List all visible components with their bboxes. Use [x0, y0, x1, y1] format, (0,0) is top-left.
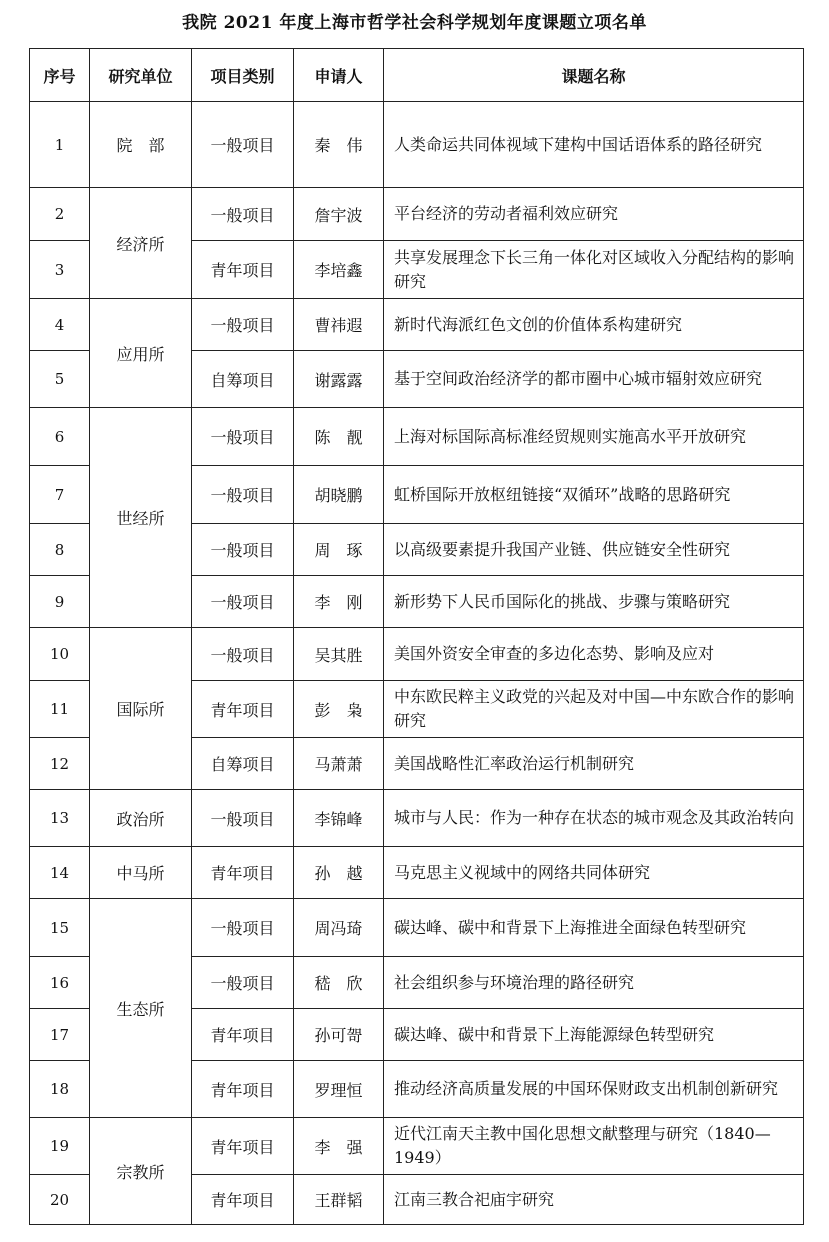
applicant-cell: 李锦峰 [294, 790, 384, 847]
applicant-cell: 周冯琦 [294, 899, 384, 957]
type-cell: 青年项目 [192, 241, 294, 299]
row-no: 3 [30, 241, 90, 299]
row-no: 7 [30, 466, 90, 524]
type-cell: 一般项目 [192, 299, 294, 351]
type-cell: 一般项目 [192, 790, 294, 847]
type-cell: 一般项目 [192, 102, 294, 188]
applicant-cell: 孙可哿 [294, 1009, 384, 1061]
type-cell: 一般项目 [192, 524, 294, 576]
type-cell: 一般项目 [192, 408, 294, 466]
row-no: 12 [30, 738, 90, 790]
topic-cell: 新时代海派红色文创的价值体系构建研究 [384, 299, 804, 351]
header-no: 序号 [30, 49, 90, 102]
unit-cell: 中马所 [90, 847, 192, 899]
type-cell: 一般项目 [192, 466, 294, 524]
topic-cell: 以高级要素提升我国产业链、供应链安全性研究 [384, 524, 804, 576]
type-cell: 青年项目 [192, 1175, 294, 1225]
applicant-cell: 王群韬 [294, 1175, 384, 1225]
row-no: 10 [30, 628, 90, 681]
applicant-cell: 曹祎遐 [294, 299, 384, 351]
type-cell: 一般项目 [192, 628, 294, 681]
topic-cell: 新形势下人民币国际化的挑战、步骤与策略研究 [384, 576, 804, 628]
unit-cell: 政治所 [90, 790, 192, 847]
row-no: 17 [30, 1009, 90, 1061]
topic-cell: 中东欧民粹主义政党的兴起及对中国—中东欧合作的影响研究 [384, 681, 804, 738]
topic-cell: 江南三教合祀庙宇研究 [384, 1175, 804, 1225]
type-cell: 一般项目 [192, 899, 294, 957]
header-type: 项目类别 [192, 49, 294, 102]
unit-cell: 院 部 [90, 102, 192, 188]
topic-cell: 美国战略性汇率政治运行机制研究 [384, 738, 804, 790]
type-cell: 青年项目 [192, 1009, 294, 1061]
applicant-cell: 陈 靓 [294, 408, 384, 466]
unit-cell: 生态所 [90, 899, 192, 1118]
row-no: 5 [30, 351, 90, 408]
type-cell: 自筹项目 [192, 351, 294, 408]
type-cell: 自筹项目 [192, 738, 294, 790]
table-row [30, 188, 804, 241]
project-table [29, 48, 804, 1225]
type-cell: 一般项目 [192, 957, 294, 1009]
applicant-cell: 彭 枭 [294, 681, 384, 738]
topic-cell: 城市与人民：作为一种存在状态的城市观念及其政治转向 [384, 790, 804, 847]
topic-cell: 社会组织参与环境治理的路径研究 [384, 957, 804, 1009]
topic-cell: 上海对标国际高标准经贸规则实施高水平开放研究 [384, 408, 804, 466]
type-cell: 青年项目 [192, 847, 294, 899]
table-row [30, 790, 804, 847]
table-row [30, 899, 804, 957]
applicant-cell: 嵇 欣 [294, 957, 384, 1009]
topic-cell: 碳达峰、碳中和背景下上海推进全面绿色转型研究 [384, 899, 804, 957]
row-no: 14 [30, 847, 90, 899]
applicant-cell: 李培鑫 [294, 241, 384, 299]
row-no: 4 [30, 299, 90, 351]
table-row [30, 847, 804, 899]
topic-cell: 基于空间政治经济学的都市圈中心城市辐射效应研究 [384, 351, 804, 408]
applicant-cell: 孙 越 [294, 847, 384, 899]
applicant-cell: 马萧萧 [294, 738, 384, 790]
row-no: 16 [30, 957, 90, 1009]
applicant-cell: 李 刚 [294, 576, 384, 628]
applicant-cell: 李 强 [294, 1118, 384, 1175]
topic-cell: 平台经济的劳动者福利效应研究 [384, 188, 804, 241]
topic-cell: 碳达峰、碳中和背景下上海能源绿色转型研究 [384, 1009, 804, 1061]
table-row [30, 628, 804, 681]
row-no: 9 [30, 576, 90, 628]
table-row [30, 102, 804, 188]
document-title: 我院 2021 年度上海市哲学社会科学规划年度课题立项名单 [182, 13, 647, 33]
unit-cell: 国际所 [90, 628, 192, 790]
table-row [30, 408, 804, 466]
row-no: 2 [30, 188, 90, 241]
row-no: 18 [30, 1061, 90, 1118]
row-no: 6 [30, 408, 90, 466]
applicant-cell: 秦 伟 [294, 102, 384, 188]
unit-cell: 应用所 [90, 299, 192, 408]
row-no: 8 [30, 524, 90, 576]
topic-cell: 共享发展理念下长三角一体化对区域收入分配结构的影响研究 [384, 241, 804, 299]
applicant-cell: 谢露露 [294, 351, 384, 408]
type-cell: 青年项目 [192, 681, 294, 738]
type-cell: 一般项目 [192, 576, 294, 628]
row-no: 15 [30, 899, 90, 957]
applicant-cell: 吴其胜 [294, 628, 384, 681]
applicant-cell: 周 琢 [294, 524, 384, 576]
topic-cell: 虹桥国际开放枢纽链接“双循环”战略的思路研究 [384, 466, 804, 524]
topic-cell: 近代江南天主教中国化思想文献整理与研究（1840—1949） [384, 1118, 804, 1175]
row-no: 1 [30, 102, 90, 188]
type-cell: 一般项目 [192, 188, 294, 241]
header-topic: 课题名称 [384, 49, 804, 102]
header-applicant: 申请人 [294, 49, 384, 102]
table-row [30, 299, 804, 351]
row-no: 13 [30, 790, 90, 847]
row-no: 11 [30, 681, 90, 738]
applicant-cell: 胡晓鹏 [294, 466, 384, 524]
unit-cell: 世经所 [90, 408, 192, 628]
unit-cell: 经济所 [90, 188, 192, 299]
topic-cell: 美国外资安全审查的多边化态势、影响及应对 [384, 628, 804, 681]
header-row [30, 49, 804, 102]
type-cell: 青年项目 [192, 1061, 294, 1118]
applicant-cell: 詹宇波 [294, 188, 384, 241]
unit-cell: 宗教所 [90, 1118, 192, 1225]
row-no: 20 [30, 1175, 90, 1225]
topic-cell: 推动经济高质量发展的中国环保财政支出机制创新研究 [384, 1061, 804, 1118]
applicant-cell: 罗理恒 [294, 1061, 384, 1118]
row-no: 19 [30, 1118, 90, 1175]
type-cell: 青年项目 [192, 1118, 294, 1175]
header-unit: 研究单位 [90, 49, 192, 102]
table-row [30, 1118, 804, 1175]
topic-cell: 马克思主义视域中的网络共同体研究 [384, 847, 804, 899]
topic-cell: 人类命运共同体视域下建构中国话语体系的路径研究 [384, 102, 804, 188]
